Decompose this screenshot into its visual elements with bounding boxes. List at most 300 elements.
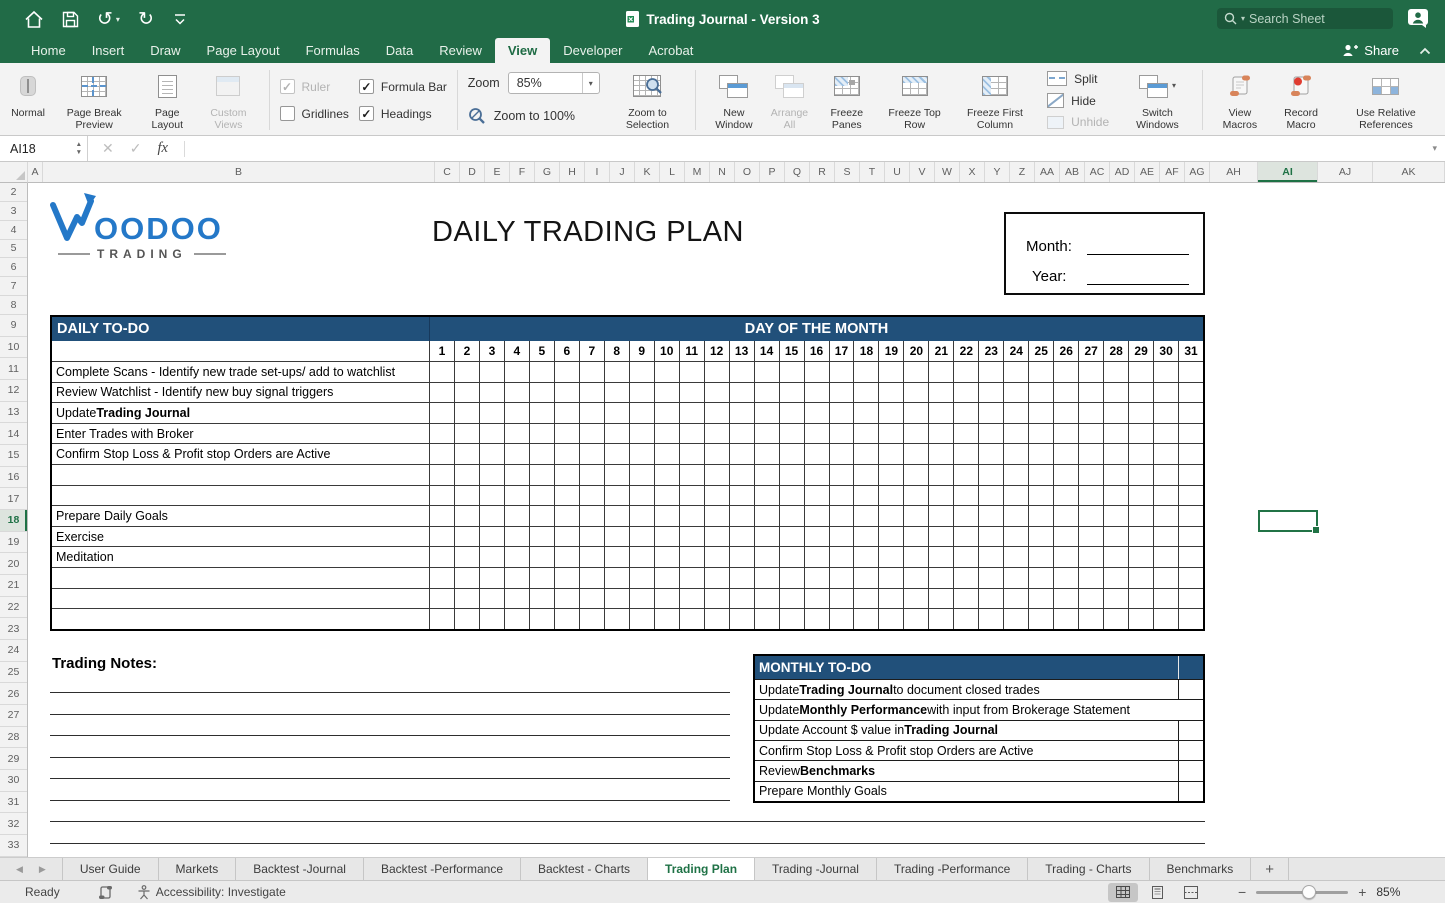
day-cell[interactable] (904, 403, 929, 423)
day-cell[interactable] (1104, 547, 1129, 567)
day-cell[interactable] (1104, 527, 1129, 547)
column-header-P[interactable]: P (760, 162, 785, 182)
day-cell[interactable] (854, 465, 879, 485)
tab-scroll-right-icon[interactable]: ▶ (38, 863, 46, 874)
day-cell[interactable] (530, 444, 555, 464)
day-cell[interactable] (904, 506, 929, 526)
day-cell[interactable] (430, 465, 455, 485)
day-cell[interactable] (1054, 547, 1079, 567)
day-cell[interactable] (904, 383, 929, 403)
day-cell[interactable] (1029, 506, 1054, 526)
day-cell[interactable] (1179, 568, 1203, 588)
day-cell[interactable] (879, 609, 904, 629)
formula-bar-checkbox[interactable]: ✓ Formula Bar (359, 79, 447, 94)
day-cell[interactable] (1079, 444, 1104, 464)
day-cell[interactable] (605, 486, 630, 506)
daily-task-cell[interactable] (52, 609, 430, 629)
day-cell[interactable] (929, 362, 954, 382)
day-cell[interactable] (854, 362, 879, 382)
day-cell[interactable] (605, 568, 630, 588)
day-cell[interactable] (1079, 403, 1104, 423)
ribbon-tab-developer[interactable]: Developer (563, 43, 623, 58)
day-cell[interactable] (655, 444, 680, 464)
zoom-select-dropdown-icon[interactable]: ▾ (582, 73, 599, 93)
monthly-task-cell[interactable]: Update Monthly Performance with input from Brokerage Statement (759, 702, 1130, 717)
day-cell[interactable] (805, 568, 830, 588)
day-cell[interactable] (605, 547, 630, 567)
day-cell[interactable] (430, 362, 455, 382)
column-header-AD[interactable]: AD (1110, 162, 1135, 182)
row-header-29[interactable]: 29 (0, 748, 27, 770)
row-header-19[interactable]: 19 (0, 532, 27, 554)
day-cell[interactable] (954, 424, 979, 444)
day-cell[interactable] (755, 589, 780, 609)
day-cell[interactable] (680, 527, 705, 547)
day-cell[interactable] (655, 609, 680, 629)
day-cell[interactable] (780, 465, 805, 485)
day-cell[interactable] (879, 547, 904, 567)
day-cell[interactable] (580, 486, 605, 506)
row-header-31[interactable]: 31 (0, 792, 27, 814)
day-cell[interactable] (430, 506, 455, 526)
day-cell[interactable] (530, 424, 555, 444)
gridlines-checkbox-box[interactable] (280, 106, 295, 121)
day-cell[interactable] (1054, 465, 1079, 485)
stepper-down-icon[interactable]: ▼ (75, 148, 82, 156)
day-cell[interactable] (1129, 465, 1154, 485)
day-cell[interactable] (530, 589, 555, 609)
day-cell[interactable] (805, 547, 830, 567)
sheet-tab-markets[interactable]: Markets (159, 858, 237, 880)
day-cell[interactable] (1179, 589, 1203, 609)
day-cell[interactable] (630, 589, 655, 609)
column-header-D[interactable]: D (460, 162, 485, 182)
day-cell[interactable] (680, 403, 705, 423)
column-header-Y[interactable]: Y (985, 162, 1010, 182)
normal-view-toggle[interactable] (1108, 883, 1138, 902)
day-cell[interactable] (904, 568, 929, 588)
year-blank-line[interactable] (1087, 263, 1189, 285)
day-cell[interactable] (480, 547, 505, 567)
day-cell[interactable] (1154, 486, 1179, 506)
day-cell[interactable] (705, 486, 730, 506)
day-cell[interactable] (505, 506, 530, 526)
day-cell[interactable] (780, 444, 805, 464)
column-header-K[interactable]: K (635, 162, 660, 182)
redo-button[interactable] (138, 10, 154, 29)
day-cell[interactable] (854, 547, 879, 567)
zoom-to-100-button[interactable]: Zoom to 100% (468, 107, 600, 125)
day-cell[interactable] (854, 568, 879, 588)
day-cell[interactable] (805, 609, 830, 629)
day-cell[interactable] (605, 403, 630, 423)
sheet-tab-trading-journal[interactable]: Trading -Journal (755, 858, 877, 880)
day-cell[interactable] (879, 403, 904, 423)
day-cell[interactable] (730, 403, 755, 423)
day-cell[interactable] (1054, 424, 1079, 444)
day-cell[interactable] (979, 547, 1004, 567)
cancel-icon[interactable]: ✕ (102, 140, 114, 156)
day-cell[interactable] (954, 506, 979, 526)
day-cell[interactable] (730, 486, 755, 506)
day-cell[interactable] (879, 444, 904, 464)
day-cell[interactable] (1004, 465, 1029, 485)
name-box-stepper[interactable] (76, 141, 87, 157)
day-cell[interactable] (1154, 527, 1179, 547)
monthly-check-cell[interactable] (1178, 721, 1203, 740)
day-cell[interactable] (505, 568, 530, 588)
sheet-tab-benchmarks[interactable]: Benchmarks (1150, 858, 1252, 880)
sheet-content[interactable] (28, 183, 1445, 857)
day-cell[interactable] (580, 465, 605, 485)
monthly-task-cell[interactable]: Update Account $ value in Trading Journal (759, 723, 999, 738)
day-cell[interactable] (680, 609, 705, 629)
day-cell[interactable] (805, 506, 830, 526)
day-cell[interactable] (505, 547, 530, 567)
day-cell[interactable] (1104, 568, 1129, 588)
day-cell[interactable] (780, 609, 805, 629)
day-cell[interactable] (830, 506, 855, 526)
day-cell[interactable] (1004, 444, 1029, 464)
row-header-3[interactable]: 3 (0, 202, 27, 221)
macro-record-status-icon[interactable] (98, 885, 113, 900)
day-cell[interactable] (630, 362, 655, 382)
day-cell[interactable] (1029, 527, 1054, 547)
day-cell[interactable] (830, 589, 855, 609)
day-cell[interactable] (580, 403, 605, 423)
day-cell[interactable] (430, 547, 455, 567)
row-header-10[interactable]: 10 (0, 337, 27, 359)
day-cell[interactable] (755, 609, 780, 629)
day-cell[interactable] (780, 527, 805, 547)
day-cell[interactable] (1154, 403, 1179, 423)
account-icon[interactable] (1407, 8, 1429, 33)
day-cell[interactable] (580, 444, 605, 464)
day-cell[interactable] (755, 362, 780, 382)
day-cell[interactable] (730, 589, 755, 609)
day-cell[interactable] (1004, 547, 1029, 567)
day-cell[interactable] (1054, 362, 1079, 382)
day-cell[interactable] (580, 547, 605, 567)
day-cell[interactable] (1079, 465, 1104, 485)
column-header-AB[interactable]: AB (1060, 162, 1085, 182)
day-cell[interactable] (929, 383, 954, 403)
day-cell[interactable] (979, 465, 1004, 485)
day-cell[interactable] (555, 465, 580, 485)
day-cell[interactable] (1029, 568, 1054, 588)
day-cell[interactable] (1179, 486, 1203, 506)
day-cell[interactable] (605, 589, 630, 609)
day-cell[interactable] (455, 486, 480, 506)
day-cell[interactable] (605, 383, 630, 403)
day-cell[interactable] (1129, 506, 1154, 526)
daily-task-cell[interactable]: Exercise (52, 527, 430, 547)
accessibility-status[interactable]: Accessibility: Investigate (137, 885, 286, 900)
day-cell[interactable] (480, 568, 505, 588)
day-cell[interactable] (830, 465, 855, 485)
day-cell[interactable] (805, 486, 830, 506)
day-cell[interactable] (630, 547, 655, 567)
day-cell[interactable] (455, 527, 480, 547)
day-cell[interactable] (1054, 403, 1079, 423)
day-cell[interactable] (455, 465, 480, 485)
day-cell[interactable] (1154, 568, 1179, 588)
day-cell[interactable] (780, 362, 805, 382)
ribbon-tab-home[interactable]: Home (31, 43, 66, 58)
day-cell[interactable] (680, 444, 705, 464)
daily-task-cell[interactable] (52, 486, 430, 506)
day-cell[interactable] (1129, 444, 1154, 464)
day-cell[interactable] (455, 383, 480, 403)
day-cell[interactable] (705, 444, 730, 464)
share-button[interactable]: Share (1342, 43, 1399, 58)
day-cell[interactable] (555, 486, 580, 506)
freeze-top-row-button[interactable] (878, 67, 950, 133)
day-cell[interactable] (430, 444, 455, 464)
undo-button[interactable] (97, 10, 120, 29)
day-cell[interactable] (630, 403, 655, 423)
monthly-task-cell[interactable]: Review Benchmarks (759, 763, 876, 778)
day-cell[interactable] (1079, 568, 1104, 588)
day-cell[interactable] (1029, 589, 1054, 609)
day-cell[interactable] (830, 403, 855, 423)
day-cell[interactable] (555, 568, 580, 588)
tab-scroll-left-icon[interactable]: ◀ (16, 863, 23, 874)
day-cell[interactable] (929, 424, 954, 444)
day-cell[interactable] (755, 444, 780, 464)
monthly-check-cell[interactable] (1178, 680, 1203, 699)
day-cell[interactable] (730, 527, 755, 547)
day-cell[interactable] (755, 527, 780, 547)
select-all-corner[interactable] (0, 162, 28, 183)
day-cell[interactable] (1029, 465, 1054, 485)
day-cell[interactable] (505, 383, 530, 403)
zoom-out-icon[interactable]: − (1238, 884, 1247, 900)
collapse-ribbon-icon[interactable] (1419, 43, 1431, 58)
day-cell[interactable] (705, 547, 730, 567)
headings-checkbox-box[interactable]: ✓ (359, 106, 374, 121)
day-cell[interactable] (505, 486, 530, 506)
day-cell[interactable] (480, 465, 505, 485)
daily-task-cell[interactable]: Enter Trades with Broker (52, 424, 430, 444)
day-cell[interactable] (580, 506, 605, 526)
day-cell[interactable] (1129, 403, 1154, 423)
day-cell[interactable] (830, 547, 855, 567)
day-cell[interactable] (505, 362, 530, 382)
day-cell[interactable] (805, 403, 830, 423)
day-cell[interactable] (780, 383, 805, 403)
day-cell[interactable] (979, 486, 1004, 506)
day-cell[interactable] (1004, 424, 1029, 444)
day-cell[interactable] (854, 527, 879, 547)
day-cell[interactable] (1104, 383, 1129, 403)
day-cell[interactable] (954, 444, 979, 464)
day-cell[interactable] (530, 506, 555, 526)
day-cell[interactable] (1054, 568, 1079, 588)
day-cell[interactable] (630, 609, 655, 629)
day-cell[interactable] (530, 609, 555, 629)
day-cell[interactable] (1179, 403, 1203, 423)
day-cell[interactable] (954, 609, 979, 629)
column-header-G[interactable]: G (535, 162, 560, 182)
day-cell[interactable] (655, 383, 680, 403)
day-cell[interactable] (630, 444, 655, 464)
column-header-Q[interactable]: Q (785, 162, 810, 182)
day-cell[interactable] (854, 383, 879, 403)
monthly-task-cell[interactable]: Confirm Stop Loss & Profit stop Orders are Active (759, 743, 1034, 758)
day-cell[interactable] (580, 527, 605, 547)
day-cell[interactable] (979, 383, 1004, 403)
sheet-tab-trading-charts[interactable]: Trading - Charts (1028, 858, 1149, 880)
row-header-23[interactable]: 23 (0, 618, 27, 640)
day-cell[interactable] (430, 383, 455, 403)
day-cell[interactable] (755, 383, 780, 403)
day-cell[interactable] (1004, 506, 1029, 526)
day-cell[interactable] (954, 547, 979, 567)
ribbon-tab-data[interactable]: Data (385, 43, 414, 58)
zoom-slider-thumb[interactable] (1302, 885, 1316, 899)
daily-task-cell[interactable] (52, 589, 430, 609)
row-header-4[interactable]: 4 (0, 221, 27, 240)
day-cell[interactable] (655, 527, 680, 547)
day-cell[interactable] (430, 568, 455, 588)
row-header-21[interactable]: 21 (0, 575, 27, 597)
day-cell[interactable] (830, 424, 855, 444)
day-cell[interactable] (430, 403, 455, 423)
sheet-tab-trading-performance[interactable]: Trading -Performance (877, 858, 1028, 880)
row-header-5[interactable]: 5 (0, 240, 27, 259)
day-cell[interactable] (430, 609, 455, 629)
column-header-AK[interactable]: AK (1373, 162, 1445, 182)
column-header-AJ[interactable]: AJ (1318, 162, 1373, 182)
day-cell[interactable] (730, 506, 755, 526)
row-header-14[interactable]: 14 (0, 423, 27, 445)
formula-bar-checkbox-box[interactable]: ✓ (359, 79, 374, 94)
day-cell[interactable] (630, 506, 655, 526)
day-cell[interactable] (1179, 506, 1203, 526)
daily-task-cell[interactable]: Confirm Stop Loss & Profit stop Orders are Active (52, 444, 430, 464)
day-cell[interactable] (805, 383, 830, 403)
add-sheet-button[interactable]: + (1251, 858, 1289, 880)
switch-windows-button[interactable] (1121, 67, 1194, 133)
day-cell[interactable] (730, 424, 755, 444)
day-cell[interactable] (480, 527, 505, 547)
day-cell[interactable] (555, 609, 580, 629)
day-cell[interactable] (879, 506, 904, 526)
day-cell[interactable] (780, 486, 805, 506)
day-cell[interactable] (979, 609, 1004, 629)
day-cell[interactable] (1129, 383, 1154, 403)
day-cell[interactable] (480, 444, 505, 464)
day-cell[interactable] (755, 424, 780, 444)
day-cell[interactable] (1079, 527, 1104, 547)
day-cell[interactable] (1179, 424, 1203, 444)
day-cell[interactable] (1004, 362, 1029, 382)
day-cell[interactable] (705, 383, 730, 403)
day-cell[interactable] (954, 589, 979, 609)
use-relative-references-button[interactable] (1333, 67, 1439, 133)
split-button[interactable]: Split (1047, 71, 1109, 86)
day-cell[interactable] (854, 403, 879, 423)
day-cell[interactable] (455, 609, 480, 629)
gridlines-checkbox[interactable]: Gridlines (280, 106, 349, 121)
day-cell[interactable] (680, 589, 705, 609)
ribbon-tab-review[interactable]: Review (439, 43, 482, 58)
day-cell[interactable] (655, 589, 680, 609)
monthly-task-cell[interactable]: Prepare Monthly Goals (759, 784, 887, 799)
zoom-slider[interactable] (1256, 891, 1348, 894)
day-cell[interactable] (680, 465, 705, 485)
day-cell[interactable] (1154, 465, 1179, 485)
day-cell[interactable] (1079, 362, 1104, 382)
normal-view-button[interactable] (6, 67, 50, 133)
day-cell[interactable] (904, 444, 929, 464)
day-cell[interactable] (755, 547, 780, 567)
day-cell[interactable] (580, 589, 605, 609)
day-cell[interactable] (480, 609, 505, 629)
day-cell[interactable] (730, 362, 755, 382)
row-header-12[interactable]: 12 (0, 380, 27, 402)
day-cell[interactable] (580, 383, 605, 403)
column-header-A[interactable]: A (28, 162, 43, 182)
day-cell[interactable] (705, 424, 730, 444)
day-cell[interactable] (705, 609, 730, 629)
day-cell[interactable] (655, 465, 680, 485)
day-cell[interactable] (730, 383, 755, 403)
column-header-N[interactable]: N (710, 162, 735, 182)
day-cell[interactable] (505, 589, 530, 609)
day-cell[interactable] (1079, 589, 1104, 609)
search-scope-chevron-icon[interactable]: ▾ (1241, 14, 1246, 23)
monthly-check-cell[interactable] (1178, 741, 1203, 760)
day-cell[interactable] (455, 506, 480, 526)
day-cell[interactable] (730, 444, 755, 464)
day-cell[interactable] (954, 362, 979, 382)
day-cell[interactable] (1004, 383, 1029, 403)
row-header-26[interactable]: 26 (0, 683, 27, 705)
day-cell[interactable] (830, 486, 855, 506)
column-header-W[interactable]: W (935, 162, 960, 182)
day-cell[interactable] (455, 362, 480, 382)
day-cell[interactable] (705, 568, 730, 588)
day-cell[interactable] (1154, 589, 1179, 609)
row-header-9[interactable]: 9 (0, 315, 27, 337)
new-window-button[interactable] (704, 67, 764, 133)
day-cell[interactable] (1129, 547, 1154, 567)
row-header-7[interactable]: 7 (0, 277, 27, 296)
day-cell[interactable] (854, 506, 879, 526)
row-header-30[interactable]: 30 (0, 770, 27, 792)
day-cell[interactable] (1129, 589, 1154, 609)
day-cell[interactable] (1154, 424, 1179, 444)
day-cell[interactable] (455, 568, 480, 588)
day-cell[interactable] (854, 444, 879, 464)
day-cell[interactable] (1104, 362, 1129, 382)
day-cell[interactable] (904, 424, 929, 444)
day-cell[interactable] (1029, 424, 1054, 444)
column-header-AE[interactable]: AE (1135, 162, 1160, 182)
column-header-AA[interactable]: AA (1035, 162, 1060, 182)
day-cell[interactable] (1029, 609, 1054, 629)
day-cell[interactable] (755, 403, 780, 423)
day-cell[interactable] (1004, 403, 1029, 423)
day-cell[interactable] (805, 589, 830, 609)
view-macros-button[interactable] (1211, 67, 1270, 133)
day-cell[interactable] (580, 424, 605, 444)
day-cell[interactable] (780, 589, 805, 609)
page-break-view-toggle[interactable] (1176, 883, 1206, 902)
day-cell[interactable] (1054, 609, 1079, 629)
